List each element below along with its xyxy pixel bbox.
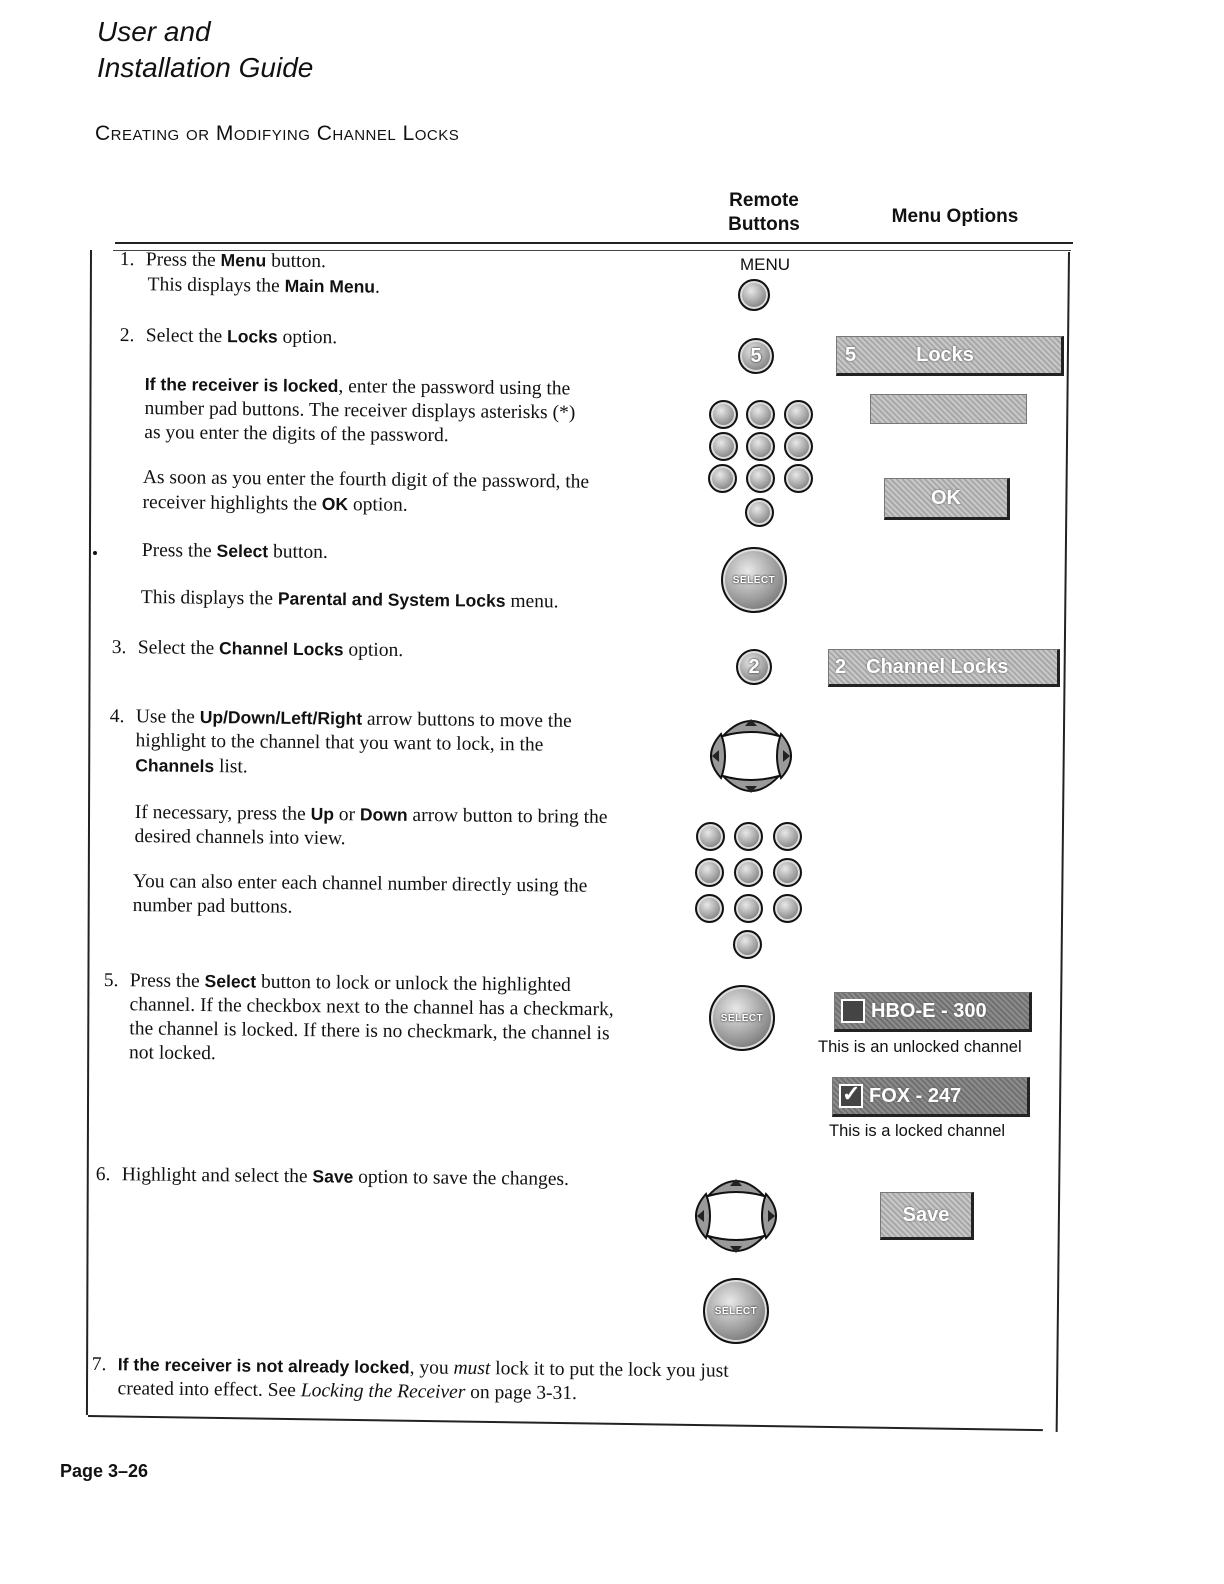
channel-locks-option-number: 2 xyxy=(835,655,847,678)
locks-option-label: Locks xyxy=(916,343,974,366)
arrow-pad[interactable] xyxy=(690,1170,782,1262)
keypad-button[interactable] xyxy=(784,464,813,493)
box-right xyxy=(1056,252,1070,1432)
keypad-button[interactable] xyxy=(695,858,724,887)
guide-title-line1: User and xyxy=(97,16,211,47)
remote-buttons-heading xyxy=(718,189,810,237)
unlocked-channel-name: HBO-E - 300 xyxy=(871,999,987,1022)
step-4-number-pad: You can also enter each channel number directly using the number pad buttons. xyxy=(132,870,588,918)
step-2: 2. Select the Locks option. xyxy=(119,324,338,349)
step-2-displays-menu: This displays the Parental and System Locks menu. xyxy=(140,586,559,613)
number-2-button[interactable]: 2 xyxy=(736,649,772,685)
number-5-button[interactable]: 5 xyxy=(738,338,774,374)
save-menu-option[interactable]: Save xyxy=(880,1192,974,1240)
keypad-button[interactable] xyxy=(784,400,813,429)
menu-options-heading: Menu Options xyxy=(891,206,1019,227)
keypad-button[interactable] xyxy=(746,464,775,493)
step-2-fourth-digit: As soon as you enter the fourth digit of the password, the receiver highlights the OK option. xyxy=(142,466,590,516)
ok-menu-option[interactable]: OK xyxy=(884,478,1010,520)
stray-mark xyxy=(93,551,97,555)
locked-channel-name: FOX - 247 xyxy=(869,1084,962,1107)
channel-locks-option-label: Channel Locks xyxy=(866,655,1009,678)
keypad-button[interactable] xyxy=(773,858,802,887)
keypad-button[interactable] xyxy=(695,894,724,923)
keypad-button[interactable] xyxy=(734,822,763,851)
select-button[interactable]: SELECT xyxy=(709,985,775,1051)
remote-heading-line1: Remote xyxy=(729,190,799,211)
step-number: 3. xyxy=(111,636,127,659)
step-3: 3. Select the Channel Locks option. xyxy=(111,636,404,662)
select-button[interactable]: SELECT xyxy=(703,1278,769,1344)
arrow-pad[interactable] xyxy=(705,710,797,802)
keypad-button[interactable] xyxy=(709,432,738,461)
step-number: 5. xyxy=(103,969,119,992)
step-7: 7. If the receiver is not already locked, you must lock it to put the lock you just created into effect. See Locking the Receiver on page 3-31. xyxy=(91,1353,729,1405)
box-left xyxy=(86,250,92,1415)
step-number: 1. xyxy=(119,248,135,271)
menu-button-label: MENU xyxy=(740,255,791,274)
password-field[interactable] xyxy=(870,394,1027,424)
locked-channel-row[interactable] xyxy=(832,1077,1030,1117)
step-number: 2. xyxy=(119,324,135,347)
page-number: Page 3–26 xyxy=(60,1461,149,1481)
guide-title-line2: Installation Guide xyxy=(97,52,314,83)
top-rule xyxy=(115,242,1073,244)
unchecked-checkbox-icon[interactable] xyxy=(841,999,865,1023)
keypad-button[interactable] xyxy=(734,894,763,923)
unlocked-channel-row[interactable] xyxy=(834,992,1032,1032)
locked-channel-caption: This is a locked channel xyxy=(829,1122,1006,1140)
step-4-if-necessary: If necessary, press the Up or Down arrow button to bring the desired channels into view. xyxy=(134,801,608,850)
channel-locks-menu-option[interactable] xyxy=(828,649,1060,687)
checked-checkbox-icon[interactable] xyxy=(839,1084,863,1108)
step-5: 5. Press the Select button to lock or unlock the highlighted channel. If the checkbox next to the channel has a checkmark, the channel is locked. If there is no checkmark, the channel is not locked. xyxy=(103,969,614,1065)
box-bottom xyxy=(88,1415,1043,1431)
keypad-button[interactable] xyxy=(745,498,774,527)
section-title: Creating or Modifying Channel Locks xyxy=(95,122,460,145)
select-button[interactable]: SELECT xyxy=(721,547,787,613)
keypad-button[interactable] xyxy=(709,400,738,429)
step-1: 1. Press the Menu button. This displays the Main Menu. xyxy=(119,248,381,298)
keypad-button[interactable] xyxy=(708,464,737,493)
guide-title xyxy=(97,14,313,86)
step-2-locked-note: If the receiver is locked, enter the password using the number pad buttons. The receiver displays asterisks (*) as you enter the digits of the password. xyxy=(144,373,576,447)
step-4: 4. Use the Up/Down/Left/Right arrow buttons to move the highlight to the channel that you want to lock, in the Channels list. xyxy=(109,705,572,778)
keypad-button[interactable] xyxy=(696,822,725,851)
step-number: 4. xyxy=(109,705,125,728)
keypad-button[interactable] xyxy=(773,822,802,851)
keypad-button[interactable] xyxy=(733,930,762,959)
locks-menu-option[interactable] xyxy=(836,336,1064,376)
step-number: 6. xyxy=(95,1163,111,1186)
menu-button[interactable] xyxy=(738,279,770,311)
remote-heading-line2: Buttons xyxy=(728,214,800,235)
step-6: 6. Highlight and select the Save option to save the changes. xyxy=(95,1163,569,1190)
unlocked-channel-caption: This is an unlocked channel xyxy=(818,1038,1022,1056)
step-2-press-select: Press the Select button. xyxy=(141,539,328,563)
keypad-button[interactable] xyxy=(746,432,775,461)
keypad-button[interactable] xyxy=(746,400,775,429)
locks-option-number: 5 xyxy=(845,343,857,366)
keypad-button[interactable] xyxy=(784,432,813,461)
keypad-button[interactable] xyxy=(773,894,802,923)
keypad-button[interactable] xyxy=(734,858,763,887)
step-number: 7. xyxy=(91,1353,107,1376)
